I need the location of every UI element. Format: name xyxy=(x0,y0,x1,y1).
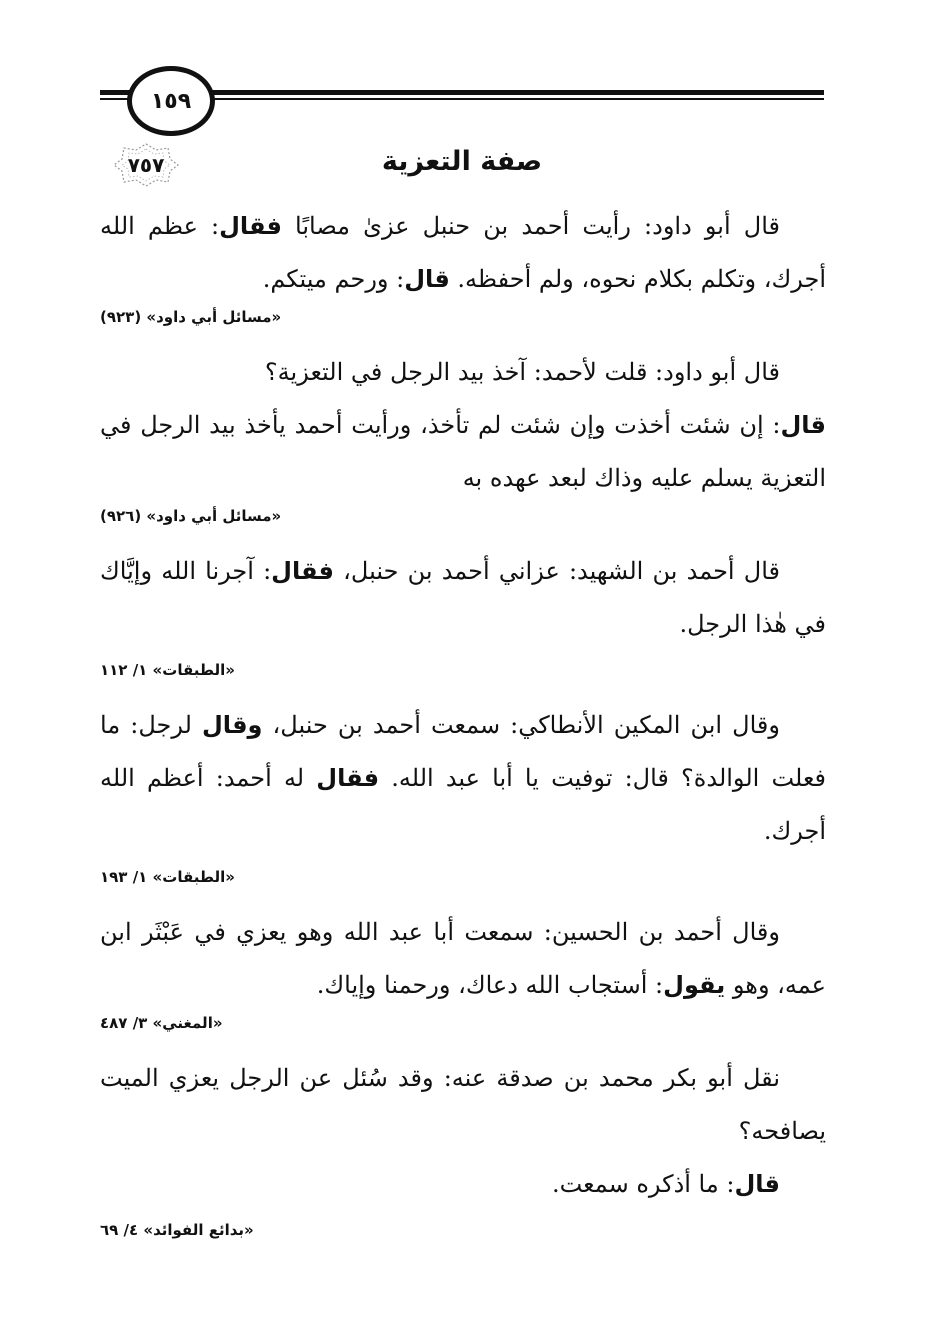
text-run: : آجرنا الله وإيَّاك في هٰذا الرجل. xyxy=(100,557,826,638)
source-citation-3: «الطبقات» ١/ ١١٢ xyxy=(100,661,235,679)
section-heading xyxy=(100,142,824,192)
page-number-text: ١٥٩ xyxy=(150,88,192,114)
text-run: له أحمد: أعظم الله أجرك. xyxy=(100,764,826,845)
entry-number: ٧٥٧ xyxy=(127,153,165,177)
source-citation-2: «مسائل أبي داود» (٩٢٦) xyxy=(100,507,282,525)
paragraph-5 xyxy=(100,906,826,1012)
text-run: : عظم الله أجرك، وتكلم بكلام نحوه، ولم أحفظه. xyxy=(100,212,826,293)
bold-keyword: يقول xyxy=(663,971,726,999)
paragraph-1 xyxy=(100,200,826,306)
text-run: قال أحمد بن الشهيد: عزاني أحمد بن حنبل، xyxy=(334,557,780,585)
bold-keyword: فقال xyxy=(316,764,380,792)
paragraph-4 xyxy=(100,699,826,858)
page-body xyxy=(100,200,826,1241)
text-run: : ورحم ميتكم. xyxy=(262,265,405,293)
page-number xyxy=(127,66,215,136)
bold-keyword: قال xyxy=(734,1170,780,1198)
source-citation-6: «بدائع الفوائد» ٤/ ٦٩ xyxy=(100,1221,254,1239)
bold-keyword: قال xyxy=(404,265,450,293)
text-run: : إن شئت أخذت وإن شئت لم تأخذ، ورأيت أحمد يأخذ بيد الرجل في التعزية يسلم عليه وذاك لبعد عهده به xyxy=(100,411,826,492)
text-run: : أستجاب الله دعاك، ورحمنا وإياك. xyxy=(316,971,664,999)
section-title: صفة التعزية xyxy=(381,146,543,177)
bold-keyword: قال xyxy=(780,411,826,439)
text-run: وقال ابن المكين الأنطاكي: سمعت أحمد بن حنبل، xyxy=(262,711,780,739)
source-citation-4: «الطبقات» ١/ ١٩٣ xyxy=(100,868,235,886)
source-citation-5: «المغني» ٣/ ٤٨٧ xyxy=(100,1014,223,1032)
paragraph-6a: نقل أبو بكر محمد بن صدقة عنه: وقد سُئل عن الرجل يعزي الميت يصافحه؟ xyxy=(100,1064,826,1145)
paragraph-2b xyxy=(100,399,826,505)
paragraph-3 xyxy=(100,545,826,651)
text-run: قال أبو داود: رأيت أحمد بن حنبل عزىٰ مصابًا xyxy=(281,212,780,240)
bold-keyword: فقال xyxy=(271,557,334,585)
source-citation-1: «مسائل أبي داود» (٩٢٣) xyxy=(100,308,282,326)
text-run: لرجل: ما فعلت الوالدة؟ قال: توفيت يا أبا عبد الله. xyxy=(100,711,827,792)
text-run: وقال أحمد بن الحسين: سمعت أبا عبد الله وهو يعزي في عَبْثَر ابن عمه، وهو xyxy=(100,918,826,999)
paragraph-2a: قال أبو داود: قلت لأحمد: آخذ بيد الرجل في التعزية؟ xyxy=(264,358,780,386)
entry-number-badge xyxy=(112,142,180,188)
text-run: : ما أذكره سمعت. xyxy=(551,1170,735,1198)
bold-keyword: فقال xyxy=(219,212,282,240)
bold-keyword: وقال xyxy=(201,711,263,739)
paragraph-6b xyxy=(100,1158,826,1211)
